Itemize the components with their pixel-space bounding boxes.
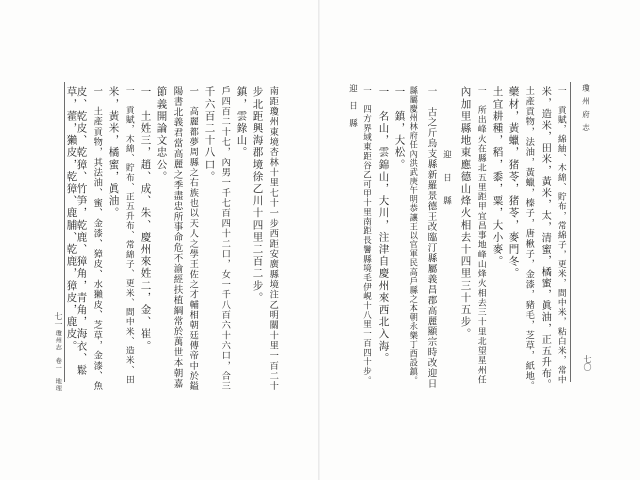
text-column: 一 土產貢物，其法油、蜜、金漆、獐皮、水獺皮、芝草，金漆、魚 — [91, 86, 103, 392]
text-column: 米，造米，田米，黃米，太，清蜜，橘蜜，眞油，正五升布。 — [539, 86, 552, 391]
text-column: 一 名山，雲錦山，大川，注津自慶州來西北入海。 — [377, 86, 390, 365]
running-header-title: 迎 日 縣 — [347, 84, 358, 130]
text-column: 步北距興海郡境徐乙川十四里二百二步。 — [251, 86, 264, 304]
text-column: 一 古之斤烏支縣新羅景德王改臨汀縣屬義昌郡高麗顯宗時改迎日 — [425, 86, 437, 390]
running-header: 瓊 州 府 志 — [581, 84, 591, 133]
text-column: 戶四百二十七，內男一千七百四十二口，女一千八百六十六口，合三 — [219, 86, 231, 392]
text-column: 一 高麗都夢周縣之右族也以天人之學王佐之才輔相朝廷傳帝中於鎰 — [187, 86, 199, 392]
text-column: 一 土姓三，趙、成、朱、慶州來姓二，金、崔。 — [139, 86, 152, 353]
text-column: 皮、乾皮、乾獐、竹笋，乾鹿、獐角，青角，海衣、鬆 — [75, 86, 88, 377]
text-column: 縣屬慶州林府任內洪武庚午明恭讓王以官軍民高戶縣之本朝永樂丁酉設鎮。 — [409, 86, 420, 386]
text-column: 米，黃米，橘蜜，眞油。 — [107, 86, 120, 220]
text-column: 藥材，黃蠟，猪苓，猪苓，麥門冬。 — [507, 86, 520, 280]
page-number: 七一 — [54, 312, 63, 328]
running-footer: 瓊州志 卷一 地理 — [54, 330, 62, 392]
page-number: 七〇 — [583, 355, 592, 371]
text-column: 千六百二十八口。 — [203, 86, 216, 183]
text-column: 一 鎮，大松。 — [393, 86, 406, 171]
text-column: 內加里縣地東應德山烽火相去十四里三十五步。 — [459, 86, 472, 341]
text-column: 鎮，雲錄山。 — [235, 86, 248, 159]
text-column: 土產貢物，法油，黃蠟，榛子，唐楸子，金漆，豬毛，芝草，紙地。 — [523, 86, 535, 392]
margin-rule — [570, 82, 571, 382]
text-column: 節義開論文忠公。 — [155, 86, 168, 183]
text-column: 陽書北義君當高麗之季盡忠所事命危不渝經扶植綱常於萬世本朝嘉 — [171, 86, 183, 390]
text-column: 南距瓊州東境杏林十里七十一步西距安廣縣境注乙明關十里一百二十 — [267, 86, 279, 392]
section-heading: 迎 日 縣 — [441, 150, 452, 208]
right-page — [320, 0, 640, 480]
text-column: 一 貢賦，木綿、貯布、正五升布、常綿子、更米、間中米、造米、田 — [123, 86, 134, 385]
text-column: 土宜耕種，稻，黍，粟，大小麥。 — [491, 86, 504, 268]
text-column: 草，藿，獺皮，乾獐、鹿脯、乾鹿，獐皮，鹿皮。 — [65, 86, 78, 353]
text-column: 一 四方界域東距谷乙可甲十里南距長鬐縣境毛伊峴十八里一百四十步。 — [361, 86, 372, 386]
text-column: 一 貢賦，綿紬、木綿、貯布，常綿子，更米，間中米，粘白米，常中 — [555, 86, 566, 385]
margin-rule — [64, 82, 65, 382]
text-column: 一 所出峰火在縣北五里距甲宜昌事地峰山烽火相去三十里北望星州任 — [475, 86, 486, 385]
